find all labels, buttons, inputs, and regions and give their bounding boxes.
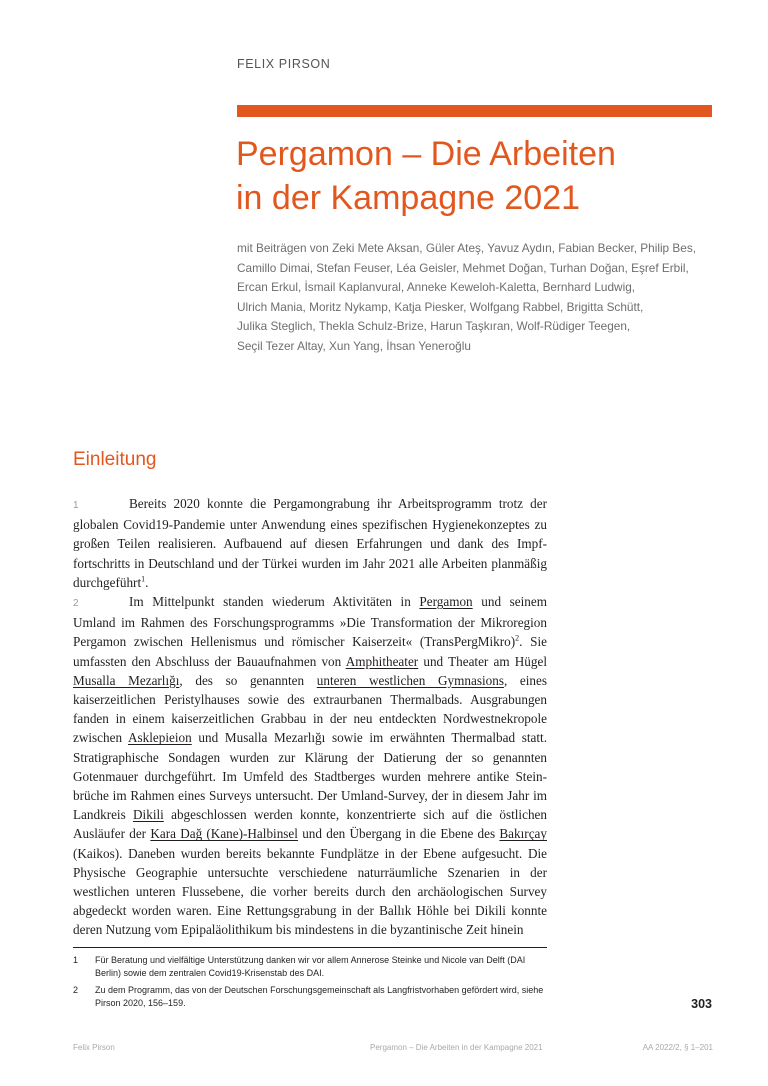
text-run: und Theater am Hügel [418, 653, 547, 669]
contributors-line-5: Julika Steglich, Thekla Schulz-Brize, Harun Taşkıran, Wolf-Rüdiger Teegen, [237, 319, 631, 333]
text-run: , eines kaiserzeitlichen Peristylhauses sowie des extraurbanen Thermalbads. Ausgrabungen fanden in einem kaiserzeitlichen Grabbau in der neu entdeckten Nordwestnekropole zwischen [73, 672, 547, 746]
text-run: Im Mittelpunkt standen wiederum Aktivitäten in [129, 594, 420, 610]
footer-author: Felix Pirson [73, 1043, 115, 1052]
footnote-1 [73, 954, 547, 981]
author-name: FELIX PIRSON [237, 57, 331, 71]
paragraph-number: 2 [73, 598, 79, 610]
contributors-line-1: mit Beiträgen von Zeki Mete Aksan, Güler Ateş, Yavuz Aydın, Fabian Becker, Philip Bes, [237, 241, 697, 255]
section-heading: Einleitung [73, 449, 157, 470]
footnote-text: Für Beratung und vielfältige Unterstützung danken wir vor allem Annerose Steinke und Nicole van Delft (DAI Berlin) sowie dem zentralen Covid19-Krisenstab des DAI. [95, 955, 526, 979]
footnote-ref-2[interactable]: 2 [515, 634, 520, 644]
link-amphitheater[interactable]: Amphitheater [345, 653, 419, 669]
text-run: (Kaikos). Daneben wurden bereits bekannte Fundplätze in der Ebene aufgesucht. Die Physische Geographie untersuchte verschiedene naturräumliche Szenarien in der westlichen unteren Flussebene, die vorher bereits durch den archäologischen Survey abgedeckt worden waren. Eine Rettungsgrabung in der Ballık Höhle bei Dikili konnte deren Nutzung vom Epipaläolithikum bis mindestens in die byzantinische Zeit hinein [73, 845, 547, 938]
footnote-ref-1[interactable]: 1 [141, 574, 146, 584]
link-asklepieion[interactable]: Asklepieion [128, 730, 192, 746]
paragraph-end: . [145, 574, 149, 590]
paragraph-1 [73, 494, 547, 592]
contributors [237, 239, 717, 356]
link-musalla-mezarligi[interactable]: Musalla Mezarlığı [73, 672, 180, 688]
link-kara-dag-halbinsel[interactable]: Kara Dağ (Kane)-Halbinsel [150, 826, 298, 842]
link-dikili[interactable]: Dikili [133, 807, 164, 823]
text-run: und Musalla Mezarlığı sowie im erwähnten Thermalbad statt. Stratigraphische Sondagen wurden zur Klärung der Datierung der so genannten Gotenmauer durchgeführt. Im Umfeld des Stadtberges wurden mehrere antike Steinbrüche im Rahmen eines Surveys untersucht. Der Umland-Survey, der in diesem Jahr im Landkreis [73, 730, 547, 823]
paragraph-text: Bereits 2020 konnte die Pergamongrabung ihr Arbeitsprogramm trotz der globalen Covid19-Pandemie unter Anwendung eines spezifischen Hygienekonzeptes zu großen Teilen realisieren. Aufbauend auf diesen Erfahrungen und dank des Impffortschritts in Deutschland und der Türkei wurden im Jahr 2021 alle Arbeiten planmäßig durchgeführt [73, 496, 547, 590]
link-pergamon[interactable]: Pergamon [419, 594, 473, 610]
footnote-divider [73, 947, 547, 948]
link-unteren-westlichen-gymnasions[interactable]: unteren westlichen Gymnasions [316, 672, 504, 688]
title-accent-bar [237, 105, 712, 117]
footnotes [73, 954, 547, 1014]
article-title [236, 132, 716, 220]
contributors-line-2: Camillo Dimai, Stefan Feuser, Léa Geisler, Mehmet Doğan, Turhan Doğan, Eşref Erbil, [237, 260, 689, 275]
contributors-line-3: Ercan Erkul, İsmail Kaplanvural, Anneke Keweloh-Kaletta, Bernhard Ludwig, [237, 280, 636, 294]
title-line-1: Pergamon – Die Arbeiten [236, 135, 616, 173]
text-run: und den Übergang in die Ebene des [297, 826, 500, 842]
footer-citation: AA 2022/2, § 1–201 [642, 1043, 713, 1052]
paragraph-number: 1 [73, 500, 79, 511]
text-run: abgeschlossen werden konnte, konzentrierte sich auf die östlichen Ausläufer der [73, 807, 547, 842]
text-run: , des so genannten [179, 672, 317, 688]
footer-title: Pergamon – Die Arbeiten in der Kampagne 2021 [370, 1043, 543, 1052]
text-run: und seinem Umland im Rahmen des Forschungsprogramms »Die Transformation der Mikroregion Pergamon zwischen Hellenismus und römischer Kaiserzeit« (TransPergMikro) [73, 594, 547, 650]
contributors-line-4: Ulrich Mania, Moritz Nykamp, Katja Piesker, Wolfgang Rabbel, Brigitta Schütt, [237, 299, 644, 314]
contributors-line-6: Seçil Tezer Altay, Xun Yang, İhsan Yeneroğlu [237, 338, 471, 353]
footnote-2 [73, 984, 547, 1011]
link-bakircay[interactable]: Bakırçay [499, 826, 547, 842]
paragraph-2 [73, 592, 547, 940]
footnote-number: 1 [73, 955, 79, 965]
page-number: 303 [691, 997, 712, 1011]
text-run: . Sie umfassten den Abschluss der Bauaufnahmen von [73, 634, 547, 669]
body-text [73, 494, 547, 940]
footnote-text: Zu dem Programm, das von der Deutschen Forschungsgemeinschaft als Langfristvorhaben gefördert wird, siehe Pirson 2020, 156–159. [95, 984, 544, 1009]
title-line-2: in der Kampagne 2021 [236, 179, 581, 217]
footnote-number: 2 [73, 984, 79, 995]
